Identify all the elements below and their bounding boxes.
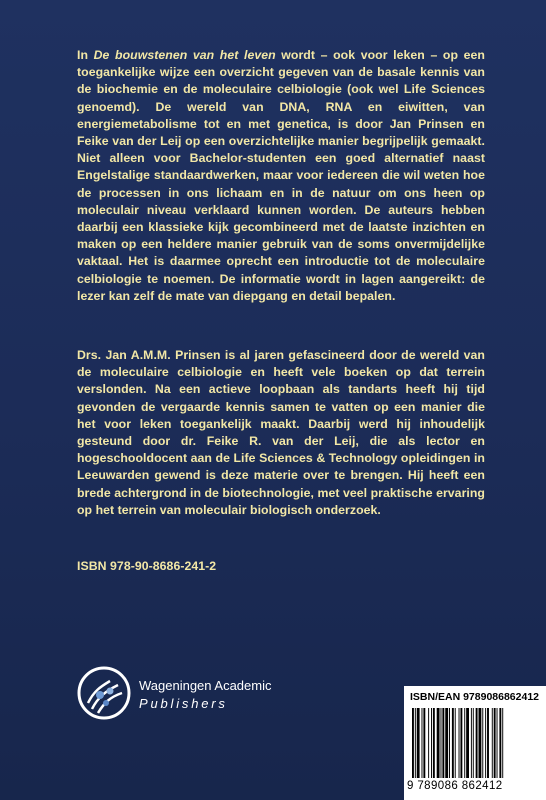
blurb-paragraph: [77, 47, 485, 305]
author-bio-paragraph: [77, 347, 485, 519]
barcode-digits: 9 789086 862412: [407, 780, 503, 792]
isbn-text: [77, 558, 485, 575]
publisher-name-line2: Publishers: [139, 696, 228, 711]
blurb-intro: In: [77, 48, 94, 62]
isbn-number: ISBN 978-90-8686-241-2: [77, 559, 217, 573]
author-bio-text: Drs. Jan A.M.M. Prinsen is al jaren gefascineerd door de wereld van de moleculaire celbiologie en heeft vele boeken op dat terrein verslonden. Na een actieve loopbaan als tandarts heeft hij tijd gevonden de vergaarde kennis samen te vatten op een manier die het voor leken toegankelijk maakt. Daarbij werd hij inhoudelijk gesteund door dr. Feike R. van der Leij, die als lector en hogeschooldocent aan de Life Sciences & Technology opleidingen in Leeuwarden gewend is deze materie over te brengen. Hij heeft een brede achtergrond in de biotechnologie, met veel praktische ervaring op het terrein van moleculair biologisch onderzoek.: [77, 348, 485, 517]
book-title: De bouwstenen van het leven: [93, 48, 276, 62]
blurb-body: wordt – ook voor leken – op een toegankelijke wijze een overzicht gegeven van de basale kennis van de biochemie en de moleculaire celbiologie (ook wel Life Sciences genoemd). De wereld van DNA, RNA en eiwitten, van energiemetabolisme tot en met genetica, is door Jan Prinsen en Feike van der Leij op een overzichtelijke manier begrijpelijk gemaakt. Niet alleen voor Bachelor-studenten een goed alternatief naast Engelstalige standaardwerken, maar voor iedereen die wil weten hoe de processen in ons lichaam en in de natuur om ons heen op moleculair niveau verklaard kunnen worden. De auteurs hebben daarbij een klassieke kijk gecombineerd met de laatste inzichten en maken op een heldere manier gebruik van de soms onvermijdelijke vaktaal. Het is daarmee oprecht een introductie tot de moleculaire celbiologie te noemen. De informatie wordt in lagen aangereikt: de lezer kan zelf de mate van diepgang en detail bepalen.: [77, 48, 485, 303]
publisher-name-line1: Wageningen Academic: [139, 678, 272, 693]
publisher-logo-block: [76, 662, 306, 726]
barcode-panel: [404, 686, 546, 800]
publisher-logo-icon: [76, 665, 132, 721]
barcode-icon: [410, 708, 542, 780]
barcode-label: ISBN/EAN 9789086862412: [410, 691, 540, 703]
